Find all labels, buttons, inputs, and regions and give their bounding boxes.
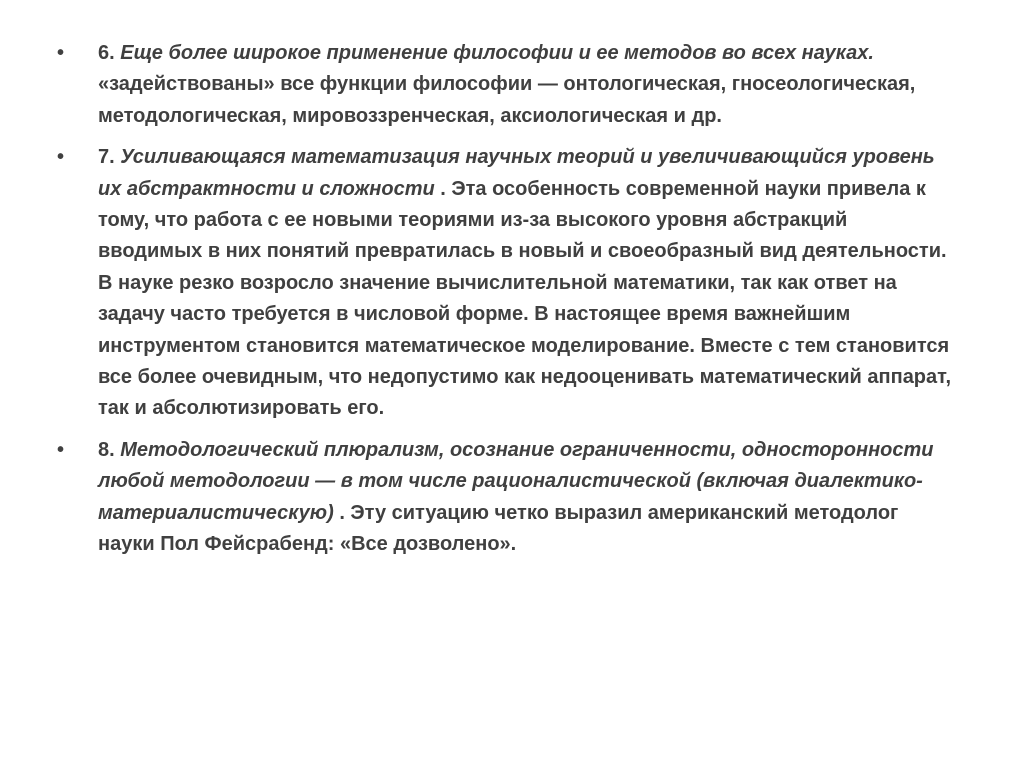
bullet-dot-icon: •	[57, 438, 65, 461]
item-italic-heading: Усиливающаяся математизация научных теорий и увеличивающийся уровень их абстрактности и сложности	[98, 146, 935, 200]
bullet-item-6	[57, 38, 957, 132]
item-italic-heading: Методологический плюрализм, осознание ограниченности, односторонности любой методологии — в том числе рационалистической (включая диалектико-материалистическую)	[98, 438, 934, 524]
item-number: 6.	[98, 42, 121, 64]
item-body-text: . Эту ситуацию четко выразил американский методолог науки Пол Фейсрабенд: «Все дозволено».	[98, 501, 899, 556]
bullet-item-8	[57, 435, 957, 561]
item-body-text: «задействованы» все функции философии — онтологическая, гносеологическая, методологическая, мировоззренческая, аксиологическая и др.	[98, 73, 916, 127]
bullet-dot-icon: •	[57, 146, 65, 169]
item-number: 7.	[98, 146, 121, 169]
item-number: 8.	[98, 438, 121, 461]
bullet-item-7	[57, 142, 957, 425]
bullet-dot-icon: •	[57, 42, 65, 64]
item-italic-heading: Еще более широкое применение философии и ее методов во всех науках.	[120, 42, 874, 64]
item-body-text: . Эта особенность современной науки привела к тому, что работа с ее новыми теориями из-за высокого уровня абстракций вводимых в них понятий превратилась в новый и своеобразный вид деятельности. В науке резко возросло значение вычислительной математики, так как ответ на задачу часто требуется в числовой форме. В настоящее время важнейшим инструментом становится математическое моделирование. Вместе с тем становится все более очевидным, что недопустимо как недооценивать математический аппарат, так и абсолютизировать его.	[98, 177, 951, 420]
bullet-list	[57, 38, 957, 571]
